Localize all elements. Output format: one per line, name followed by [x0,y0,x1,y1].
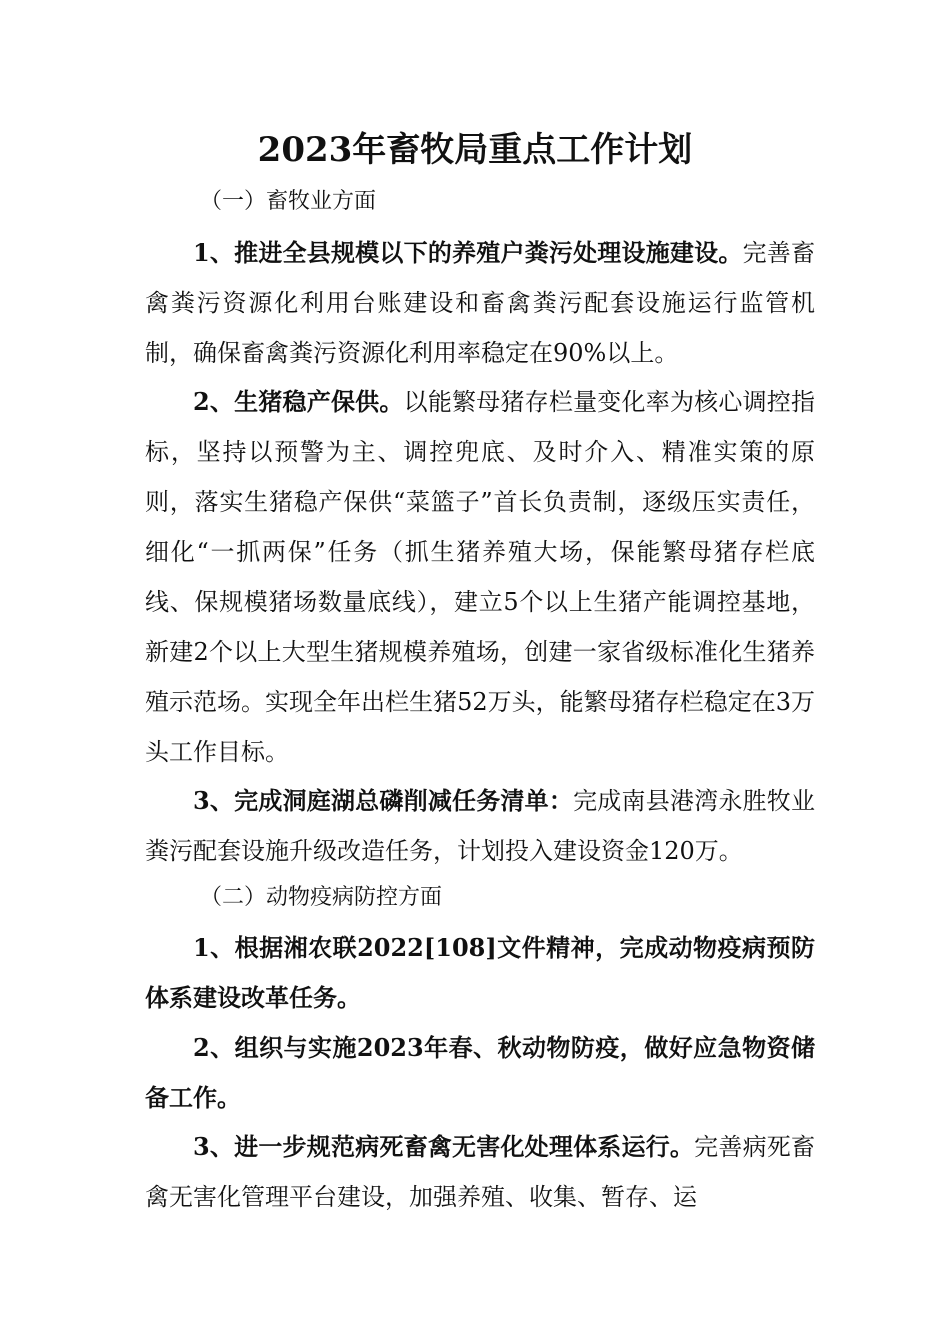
paragraph-lead: 3、进一步规范病死畜禽无害化处理体系运行。 [193,1132,695,1161]
paragraph-body: 完善病死畜禽无害化管理平台建设，加强养殖、收集、暂存、运 [145,1133,816,1211]
paragraph-body: 完成南县港湾永胜牧业粪污配套设施升级改造任务，计划投入建设资金120万。 [145,787,815,865]
paragraph-2-pig-supply [145,377,815,777]
document-title: 2023年畜牧局重点工作计划 [257,130,693,170]
section-heading-disease-control: （二）动物疫病防控方面 [200,885,443,910]
paragraph-3-phosphorus-reduction [145,776,815,876]
paragraph-lead: 3、完成洞庭湖总磷削减任务清单： [193,786,574,815]
paragraph-lead: 2、组织与实施2023年春、秋动物防疫，做好应急物资储备工作。 [145,1033,815,1112]
paragraph-6-harmless-disposal [145,1122,815,1222]
paragraph-body: 以能繁母猪存栏量变化率为核心调控指标，坚持以预警为主、调控兜底、及时介入、精准实策的原则，落实生猪稳产保供“菜篮子”首长负责制，逐级压实责任，细化“一抓两保”任务（抓生猪养殖大场，保能繁母猪存栏底线、保规模猪场数量底线），建立5个以上生猪产能调控基地，新建2个以上大型生猪规模养殖场，创建一家省级标准化生猪养殖示范场。实现全年出栏生猪52万头，能繁母猪存栏稳定在3万头工作目标。 [145,388,815,766]
paragraph-body: 完善畜禽粪污资源化利用台账建设和畜禽粪污配套设施运行监管机制，确保畜禽粪污资源化利用率稳定在90%以上。 [145,239,816,367]
paragraph-4-prevention-reform [145,923,815,1023]
paragraph-lead: 2、生猪稳产保供。 [193,387,404,416]
section-heading-livestock: （一）畜牧业方面 [200,189,377,214]
paragraph-5-vaccination [145,1023,815,1123]
paragraph-1-manure-facilities [145,228,815,378]
paragraph-lead: 1、根据湘农联2022[108]文件精神，完成动物疫病预防体系建设改革任务。 [145,933,815,1012]
paragraph-lead: 1、推进全县规模以下的养殖户粪污处理设施建设。 [193,238,743,267]
